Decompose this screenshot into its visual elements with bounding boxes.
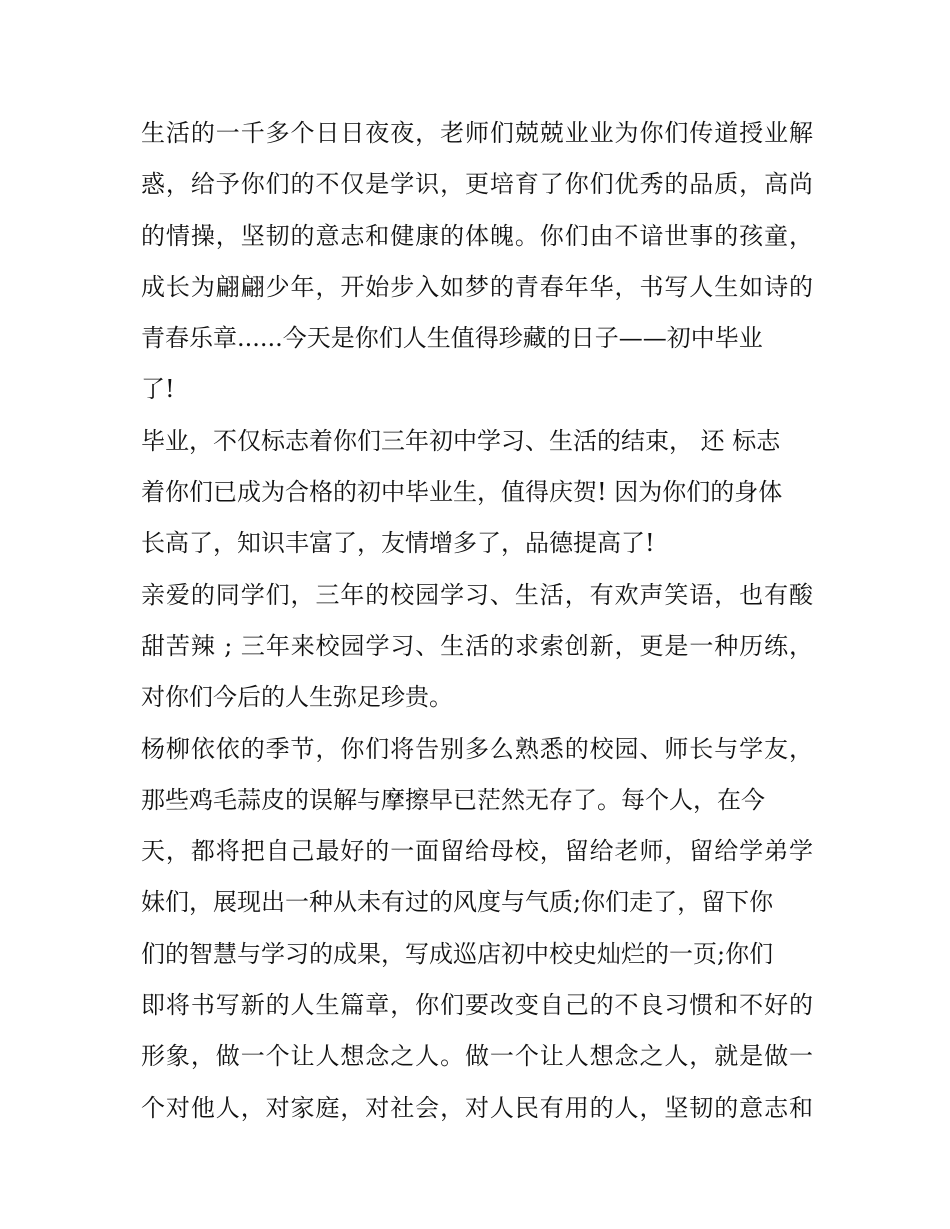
- text-line: 们的智慧与学习的成果，写成巡店初中校史灿烂的一页;你们: [141, 939, 774, 968]
- text-line: 着你们已成为合格的初中毕业生，值得庆贺! 因为你们的身体: [141, 478, 783, 507]
- text-line: 长高了，知识丰富了，友情增多了，品德提高了!: [141, 529, 655, 558]
- text-line: 亲爱的同学们，三年的校园学习、生活，有欢声笑语，也有酸: [141, 580, 813, 609]
- text-line: 对你们今后的人生弥足珍贵。: [141, 683, 453, 712]
- text-line: 甜苦辣 ; 三年来校园学习、生活的求索创新，更是一种历练，: [141, 631, 813, 660]
- text-line: 成长为翩翩少年，开始步入如梦的青春年华，书写人生如诗的: [141, 272, 813, 301]
- text-line: 形象，做一个让人想念之人。做一个让人想念之人，就是做一: [141, 1042, 813, 1071]
- document-body: [141, 108, 813, 1134]
- text-line: 的情操，坚韧的意志和健康的体魄。你们由不谙世事的孩童，: [141, 221, 813, 250]
- text-line: 即将书写新的人生篇章，你们要改变自己的不良习惯和不好的: [141, 991, 813, 1020]
- text-line: 妹们，展现出一种从未有过的风度与气质;你们走了，留下你: [141, 888, 774, 917]
- text-line: 天，都将把自己最好的一面留给母校，留给老师，留给学弟学: [141, 837, 813, 866]
- text-line: 惑，给予你们的不仅是学识，更培育了你们优秀的品质，高尚: [141, 170, 813, 199]
- text-line: 青春乐章......今天是你们人生值得珍藏的日子——初中毕业: [141, 324, 763, 353]
- text-line: 毕业，不仅标志着你们三年初中学习、生活的结束， 还 标志: [141, 426, 781, 455]
- text-line: 生活的一千多个日日夜夜，老师们兢兢业业为你们传道授业解: [141, 119, 813, 147]
- text-line: 个对他人，对家庭，对社会，对人民有用的人，坚韧的意志和: [141, 1093, 813, 1122]
- text-line: 了!: [141, 375, 175, 404]
- text-line: 杨柳依依的季节，你们将告别多么熟悉的校园、师长与学友，: [141, 734, 813, 763]
- text-line: 那些鸡毛蒜皮的误解与摩擦早已茫然无存了。每个人，在今: [141, 785, 765, 814]
